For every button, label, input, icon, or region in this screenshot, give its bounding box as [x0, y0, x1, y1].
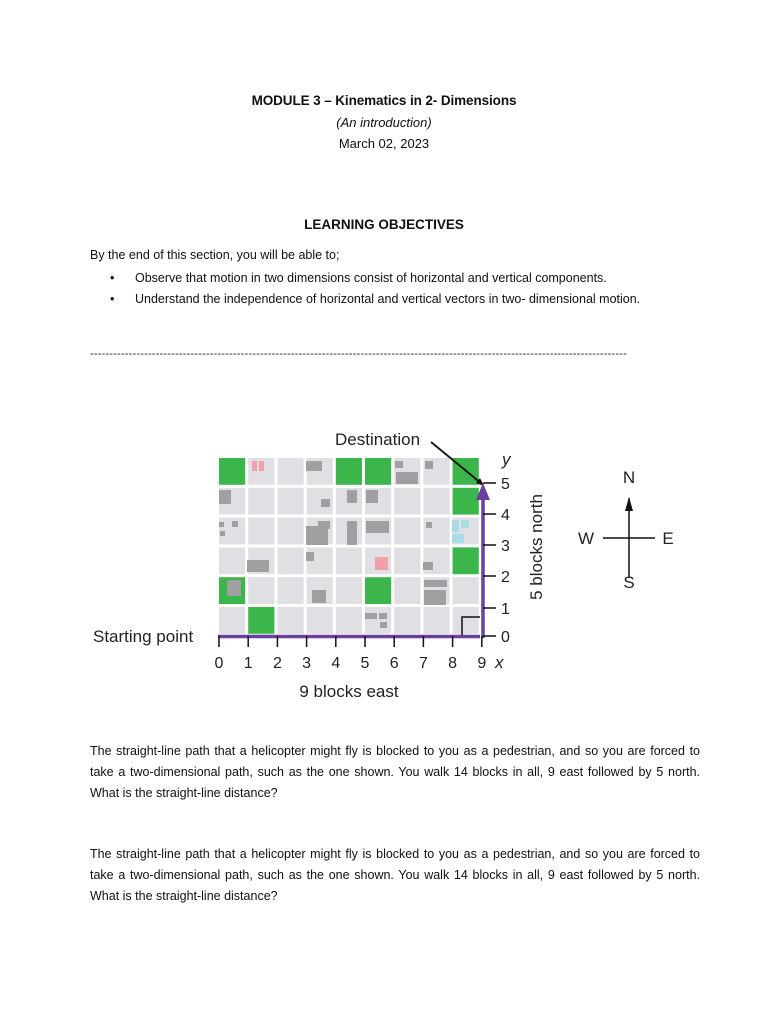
objective-item	[90, 289, 700, 310]
compass-north-label: N	[622, 468, 636, 487]
building	[365, 613, 377, 619]
x-tick-label: 8	[448, 655, 458, 672]
x-tick-label: 6	[389, 655, 399, 672]
building	[424, 590, 446, 605]
section-divider: -------------------------------------------------------------------------------------------------------------------------------------------	[90, 348, 627, 360]
x-tick-label: 2	[272, 655, 282, 672]
city-block	[277, 607, 303, 634]
building	[425, 461, 433, 469]
y-tick-label: 1	[501, 601, 510, 618]
building	[380, 622, 387, 628]
building	[379, 613, 387, 619]
city-block	[336, 607, 362, 634]
city-block	[277, 488, 303, 515]
objectives-list	[90, 268, 700, 310]
page-subtitle: (An introduction)	[336, 115, 432, 130]
city-block	[394, 518, 420, 545]
city-block	[277, 458, 303, 485]
building	[259, 461, 264, 471]
objective-item	[90, 268, 700, 289]
x-axis-label: 9 blocks east	[299, 682, 399, 701]
building	[424, 580, 447, 587]
park-block	[365, 458, 391, 485]
city-block	[394, 488, 420, 515]
park-block	[336, 458, 362, 485]
building	[318, 521, 330, 529]
building	[347, 490, 357, 503]
city-block	[248, 518, 274, 545]
city-blocks-grid	[219, 458, 479, 634]
city-block	[453, 607, 479, 634]
compass-south-label: S	[623, 573, 635, 592]
city-blocks-figure	[0, 420, 768, 710]
y-axis-label: 5 blocks north	[527, 494, 546, 600]
building	[252, 461, 257, 471]
building	[306, 552, 314, 561]
objective-text: Understand the independence of horizontal and vertical vectors in two- dimensional motion.	[135, 292, 641, 306]
building	[423, 562, 433, 570]
building	[366, 490, 378, 503]
building	[461, 520, 469, 528]
city-block	[277, 577, 303, 604]
building	[321, 499, 330, 507]
page-title: MODULE 3 – Kinematics in 2- Dimensions	[251, 93, 517, 108]
building	[220, 531, 225, 536]
city-block	[423, 518, 449, 545]
building	[366, 521, 389, 533]
city-block	[394, 577, 420, 604]
park-block	[453, 547, 479, 574]
compass-north-arrow-icon	[625, 497, 633, 511]
city-block	[423, 547, 449, 574]
bullet-icon: •	[110, 292, 115, 306]
x-tick-label: 1	[243, 655, 253, 672]
y-axis-ticks	[483, 476, 510, 646]
objectives-intro: By the end of this section, you will be able to;	[90, 248, 340, 262]
park-block	[219, 458, 245, 485]
city-block	[336, 577, 362, 604]
y-variable-label: y	[502, 450, 511, 469]
city-block	[423, 607, 449, 634]
starting-point-label: Starting point	[93, 627, 194, 646]
city-block	[219, 607, 245, 634]
city-block	[248, 577, 274, 604]
city-block	[394, 607, 420, 634]
x-axis-ticks	[215, 636, 487, 672]
x-tick-label: 5	[360, 655, 370, 672]
building	[232, 521, 238, 527]
building	[375, 557, 388, 570]
x-tick-label: 3	[302, 655, 312, 672]
y-tick-label: 0	[501, 629, 510, 646]
city-block	[423, 488, 449, 515]
city-block	[248, 488, 274, 515]
building	[227, 580, 241, 596]
city-block	[307, 607, 333, 634]
building	[452, 534, 464, 543]
building	[312, 590, 326, 603]
city-block	[365, 607, 391, 634]
building	[395, 461, 403, 468]
building	[247, 560, 269, 572]
destination-label: Destination	[335, 430, 421, 449]
x-tick-label: 0	[214, 655, 224, 672]
y-tick-label: 4	[501, 507, 510, 524]
building	[396, 472, 418, 484]
city-block	[277, 518, 303, 545]
building	[347, 521, 357, 545]
objective-text: Observe that motion in two dimensions consist of horizontal and vertical components.	[135, 271, 607, 285]
building	[219, 522, 224, 527]
city-block	[394, 547, 420, 574]
x-tick-label: 4	[331, 655, 341, 672]
page-date: March 02, 2023	[338, 136, 430, 151]
city-block	[336, 547, 362, 574]
building	[219, 490, 231, 504]
park-block	[248, 607, 274, 634]
compass-east-label: E	[662, 529, 674, 548]
bullet-icon: •	[110, 271, 115, 285]
body-paragraph: The straight-line path that a helicopter might fly is blocked to you as a pedestrian, and so you are forced to take a two-dimensional path, such as the one shown. You walk 14 blocks in all, 9 east followed by 5 north. What is the straight-line distance?	[90, 744, 700, 800]
y-tick-label: 5	[501, 476, 510, 493]
objectives-heading: LEARNING OBJECTIVES	[304, 217, 464, 232]
city-block	[219, 547, 245, 574]
body-paragraph: The straight-line path that a helicopter might fly is blocked to you as a pedestrian, and so you are forced to take a two-dimensional path, such as the one shown. You walk 14 blocks in all, 9 east followed by 5 north. What is the straight-line distance?	[90, 847, 700, 903]
park-block	[365, 577, 391, 604]
y-tick-label: 3	[501, 538, 510, 555]
compass-rose	[578, 468, 674, 592]
city-block	[277, 547, 303, 574]
x-tick-label: 9	[477, 655, 487, 672]
city-block	[453, 577, 479, 604]
y-tick-label: 2	[501, 569, 510, 586]
building	[426, 522, 432, 528]
x-variable-label: x	[495, 653, 504, 672]
building	[452, 520, 459, 532]
park-block	[453, 488, 479, 515]
compass-west-label: W	[577, 529, 595, 548]
x-tick-label: 7	[418, 655, 428, 672]
building	[306, 461, 322, 471]
